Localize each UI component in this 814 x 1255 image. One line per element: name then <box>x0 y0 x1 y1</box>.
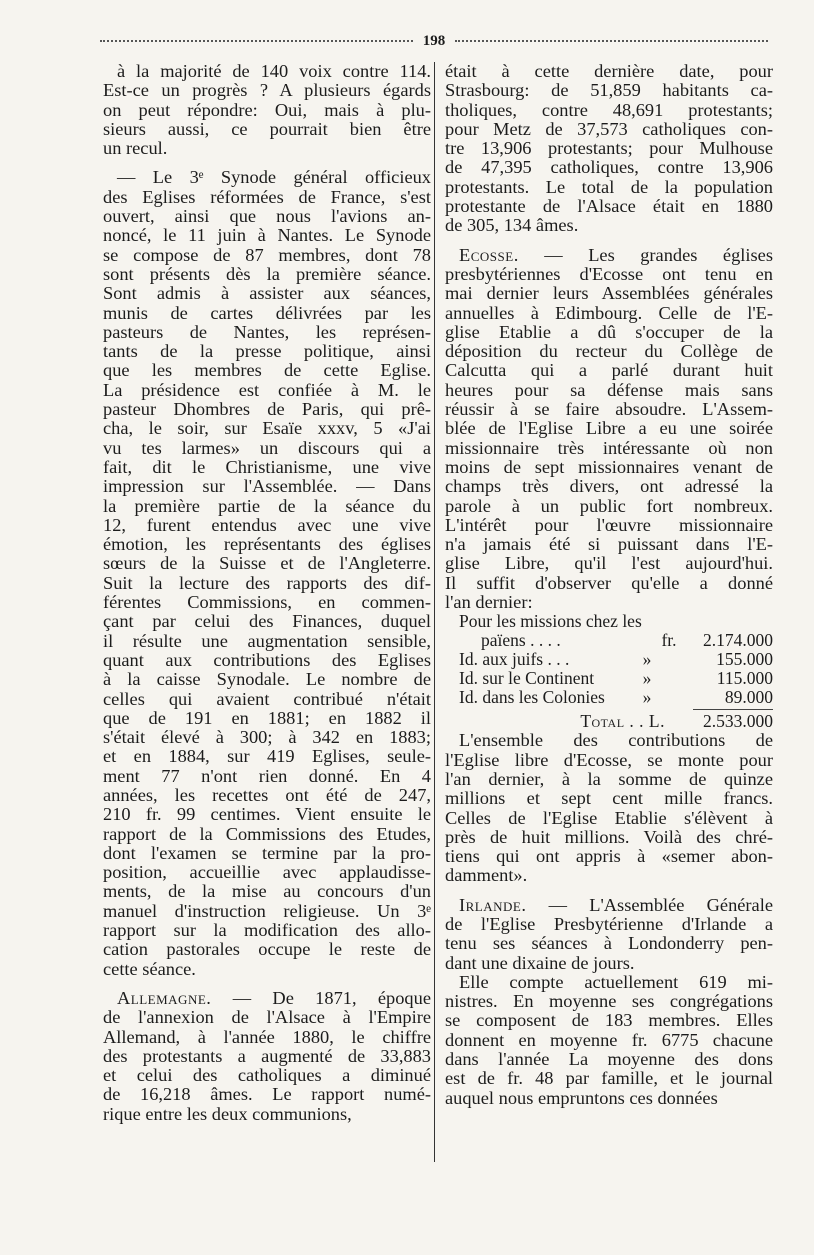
table-cell-mid: fr. <box>661 630 677 651</box>
table-cell-value: 2.174.000 <box>703 630 773 651</box>
line-text: de 305, 134 âmes. <box>445 216 579 236</box>
text-line <box>445 934 773 953</box>
text-line <box>445 731 773 750</box>
line-text: réussir à se faire absoudre. L'Assem- <box>445 400 773 420</box>
line-text: que les membres de cette Eglise. <box>103 361 431 381</box>
text-line <box>103 323 431 342</box>
line-text: heures pour sa défense mais sans <box>445 380 773 400</box>
line-text: glise Etablie a dû s'occuper de la <box>445 322 773 342</box>
text-line <box>445 120 773 139</box>
line-text: cation pastorales occupe le reste de <box>103 940 431 960</box>
text-line <box>103 497 431 516</box>
text-line <box>445 178 773 197</box>
text-line <box>103 690 431 709</box>
line-text: on peut répondre: Oui, mais à plu- <box>103 100 431 120</box>
line-text: dont l'examen se termine par la pro- <box>103 843 431 863</box>
text-line <box>445 81 773 100</box>
line-text: donnent en moyenne fr. 6775 chacune <box>445 1030 773 1050</box>
text-line <box>103 767 431 786</box>
table-cell-value: 89.000 <box>724 687 773 708</box>
line-text: mai dernier leurs Assemblées générales <box>445 284 773 304</box>
header-rule-right <box>455 40 768 42</box>
column-divider <box>434 62 435 1162</box>
line-text: millions et sept cent mille francs. <box>445 789 773 809</box>
line-text: auquel nous empruntons ces données <box>445 1088 718 1108</box>
total-label: Total . . L. <box>580 711 665 732</box>
line-text: de l'Eglise Presbytérienne d'Irlande a <box>445 914 773 934</box>
text-line <box>103 400 431 419</box>
table-cell-label: Id. aux juifs . . . <box>459 649 570 670</box>
line-text: — Le 3ᵉ Synode général officieux <box>117 168 431 188</box>
text-line <box>103 574 431 593</box>
text-line <box>445 896 773 915</box>
line-text: tholiques, contre 48,691 protestants; <box>445 100 773 120</box>
line-text: ment 77 n'ont rien donné. En 4 <box>103 766 431 786</box>
paragraph-strasbourg <box>445 62 773 236</box>
table-cell-label: païens . . . . <box>481 630 561 651</box>
section-heading: Ecosse. <box>459 245 519 265</box>
text-line <box>445 158 773 177</box>
line-text: blée de l'Eglise Libre a eu une soirée <box>445 419 773 439</box>
line-text: Allemand, à l'année 1880, le chiffre <box>103 1027 431 1047</box>
text-line <box>445 992 773 1011</box>
line-text: L'ensemble des contributions de <box>459 731 773 751</box>
line-text: nistres. En moyenne ses congrégations <box>445 992 773 1012</box>
line-text: fait, dit le Christianisme, une vive <box>103 457 431 477</box>
text-line <box>103 439 431 458</box>
header-rule-left <box>100 40 413 42</box>
line-text: L'intérêt pour l'œuvre missionnaire <box>445 515 773 535</box>
text-line <box>103 728 431 747</box>
line-text: déposition du recteur du Collège de <box>445 342 773 362</box>
line-text: protestante de l'Alsace était en 1880 <box>445 197 773 217</box>
line-text: protestants. Le total de la population <box>445 177 773 197</box>
text-line <box>445 1089 773 1108</box>
text-line <box>103 535 431 554</box>
text-line <box>103 882 431 901</box>
line-text: noncé, le 11 juin à Nantes. Le Synode <box>103 226 431 246</box>
text-line <box>103 101 431 120</box>
text-line <box>445 1050 773 1069</box>
text-line <box>103 139 431 158</box>
line-text: de l'annexion de l'Alsace à l'Empire <box>103 1008 431 1028</box>
text-line <box>445 246 773 265</box>
line-text: tre 13,906 protestants; pour Mulhouse <box>445 139 773 159</box>
table-cell-mid: » <box>642 649 652 670</box>
table-intro-text: Pour les missions chez les <box>459 611 642 632</box>
paragraph-irlande <box>445 896 773 973</box>
table-row <box>459 669 773 688</box>
text-line <box>103 863 431 882</box>
right-column <box>445 62 773 1108</box>
text-line <box>445 751 773 770</box>
total-rule <box>693 709 773 710</box>
line-text: pasteur Dhombres de Paris, qui prê- <box>103 400 431 420</box>
text-line <box>445 535 773 554</box>
line-text: 210 fr. 99 centimes. Vient ensuite le <box>103 805 431 825</box>
line-text: n'a jamais été si puissant dans l'E- <box>445 535 773 555</box>
line-text: Il suffit d'observer qu'elle a donné <box>445 573 773 593</box>
text-line <box>445 954 773 973</box>
line-text: pasteurs de Nantes, les représen- <box>103 322 431 342</box>
text-line <box>445 847 773 866</box>
table-row <box>459 631 773 650</box>
table-intro <box>459 612 773 631</box>
line-text: était à cette dernière date, pour <box>445 62 773 81</box>
line-text: Elle compte actuellement 619 mi- <box>459 972 773 992</box>
text-line <box>103 477 431 496</box>
paragraph-majorite <box>103 62 431 158</box>
line-text: annuelles à Edimbourg. Celle de l'E- <box>445 303 773 323</box>
line-text: position, accueillie avec applaudisse- <box>103 863 431 883</box>
page-header <box>100 30 768 52</box>
text-line <box>445 304 773 323</box>
text-line <box>103 844 431 863</box>
line-text: — De 1871, époque <box>232 988 431 1008</box>
text-line <box>103 419 431 438</box>
text-line <box>445 828 773 847</box>
line-text: et en 1884, sur 419 Eglises, seule- <box>103 747 431 767</box>
line-text: sieurs aussi, ce pourrait bien être <box>103 119 431 139</box>
line-text: La présidence est confiée à M. le <box>103 380 431 400</box>
text-line <box>445 139 773 158</box>
text-line <box>103 1047 431 1066</box>
text-line <box>103 284 431 303</box>
text-line <box>103 709 431 728</box>
text-line <box>445 265 773 284</box>
text-line <box>103 246 431 265</box>
line-text: munis de cartes délivrées par les <box>103 303 431 323</box>
table-cell-label: Id. dans les Colonies <box>459 687 605 708</box>
table-cell-label: Id. sur le Continent <box>459 668 595 689</box>
line-text: et celui des catholiques a diminué <box>103 1066 431 1086</box>
line-text: Celles de l'Eglise Etablie s'élèvent à <box>445 808 773 828</box>
section-heading: Irlande. <box>459 895 527 915</box>
text-line <box>103 1085 431 1104</box>
line-text: tenu ses séances à Londonderry pen- <box>445 934 773 954</box>
text-line <box>103 554 431 573</box>
table-cell-mid: » <box>642 668 652 689</box>
line-text: à la majorité de 140 voix contre 114. <box>117 62 431 81</box>
text-line <box>103 120 431 139</box>
line-text: Sont admis à assister aux séances, <box>103 284 431 304</box>
text-line <box>445 1031 773 1050</box>
text-line <box>103 207 431 226</box>
line-text: de 47,395 catholiques, contre 13,906 <box>445 158 773 178</box>
text-line <box>445 62 773 81</box>
text-line <box>445 593 773 612</box>
line-text: quant aux contributions des Eglises <box>103 650 431 670</box>
line-text: sœurs de la Suisse et de l'Angleterre. <box>103 554 431 574</box>
section-heading: Allemagne. <box>117 988 212 1008</box>
text-line <box>103 940 431 959</box>
line-text: — L'Assemblée Générale <box>548 895 773 915</box>
text-line <box>103 786 431 805</box>
text-line <box>445 381 773 400</box>
line-text: l'Eglise libre d'Ecosse, se monte pour <box>445 750 773 770</box>
text-line <box>103 651 431 670</box>
line-text: vu tes larmes» un discours qui a <box>103 438 431 458</box>
text-line <box>103 226 431 245</box>
text-line <box>445 477 773 496</box>
text-line <box>445 497 773 516</box>
text-line <box>445 1011 773 1030</box>
text-line <box>103 670 431 689</box>
text-line <box>103 265 431 284</box>
text-line <box>103 612 431 631</box>
text-line <box>103 989 431 1008</box>
line-text: l'an dernier, à la somme de quinze <box>445 769 773 789</box>
text-line <box>445 770 773 789</box>
line-text: années, les recettes ont été de 247, <box>103 785 431 805</box>
text-line <box>103 361 431 380</box>
text-line <box>445 284 773 303</box>
line-text: des Eglises réformées de France, s'est <box>103 187 431 207</box>
line-text: champs très divers, ont adressé la <box>445 477 773 497</box>
line-text: pour Metz de 37,573 catholiques con- <box>445 119 773 139</box>
text-line <box>103 632 431 651</box>
line-text: est de fr. 48 par famille, et le journal <box>445 1069 773 1089</box>
text-line <box>103 805 431 824</box>
line-text: Strasbourg: de 51,859 habitants ca- <box>445 81 773 101</box>
text-line <box>103 81 431 100</box>
left-column <box>103 62 431 1124</box>
page-number: 198 <box>422 32 446 49</box>
line-text: se composent de 183 membres. Elles <box>445 1011 773 1031</box>
line-text: il résulte une augmentation sensible, <box>103 631 431 651</box>
line-text: Suit la lecture des rapports des dif- <box>103 573 431 593</box>
paragraph-allemagne <box>103 989 431 1124</box>
line-text: Calcutta qui a parlé durant huit <box>445 361 773 381</box>
line-text: moins de sept missionnaires venant de <box>445 457 773 477</box>
text-line <box>445 400 773 419</box>
text-line <box>445 973 773 992</box>
line-text: à la caisse Synodale. Le nombre de <box>103 670 431 690</box>
text-line <box>103 902 431 921</box>
line-text: de 16,218 âmes. Le rapport numé- <box>103 1085 431 1105</box>
text-line <box>445 342 773 361</box>
line-text: missionnaire très intéressante où non <box>445 438 773 458</box>
line-text: tiens qui ont appris à «semer abon- <box>445 847 773 867</box>
text-line <box>445 574 773 593</box>
paragraph-synode <box>103 168 431 978</box>
text-line <box>445 516 773 535</box>
text-line <box>103 593 431 612</box>
line-text: presbytériennes d'Ecosse ont tenu en <box>445 264 773 284</box>
line-text: férentes Commissions, en commen- <box>103 593 431 613</box>
line-text: manuel d'instruction religieuse. Un 3ᵉ <box>103 901 431 921</box>
line-text: celles qui avaient contribué n'était <box>103 689 431 709</box>
text-line <box>103 1008 431 1027</box>
text-line <box>103 825 431 844</box>
line-text: rapport sur la modification des allo- <box>103 921 431 941</box>
line-text: sont présents dès la première séance. <box>103 264 431 284</box>
line-text: un recul. <box>103 139 168 159</box>
text-line <box>445 554 773 573</box>
line-text: 12, furent entendus avec une vive <box>103 515 431 535</box>
line-text: parole à un public fort nombreux. <box>445 496 773 516</box>
text-line <box>103 168 431 187</box>
text-line <box>445 361 773 380</box>
line-text: — Les grandes églises <box>544 245 773 265</box>
text-line <box>445 419 773 438</box>
line-text: dans l'année La moyenne des dons <box>445 1050 773 1070</box>
text-line <box>103 960 431 979</box>
line-text: glise Libre, qu'il l'est aujourd'hui. <box>445 554 773 574</box>
text-line <box>103 458 431 477</box>
table-row <box>459 650 773 669</box>
text-line <box>445 439 773 458</box>
line-text: impression sur l'Assemblée. — Dans <box>103 477 431 497</box>
line-text: ouvert, ainsi que nous l'avions an- <box>103 207 431 227</box>
line-text: tants de la presse politique, ainsi <box>103 342 431 362</box>
line-text: des protestants a augmenté de 33,883 <box>103 1046 431 1066</box>
paragraph-ministres <box>445 973 773 1108</box>
text-line <box>445 458 773 477</box>
line-text: émotion, les représentants des églises <box>103 535 431 555</box>
text-line <box>445 323 773 342</box>
text-line <box>103 747 431 766</box>
text-line <box>445 915 773 934</box>
text-line <box>445 866 773 885</box>
text-line <box>103 1105 431 1124</box>
table-row <box>459 688 773 707</box>
text-line <box>103 921 431 940</box>
text-line <box>445 216 773 235</box>
line-text: damment». <box>445 866 528 886</box>
line-text: l'an dernier: <box>445 593 533 613</box>
text-line <box>103 381 431 400</box>
text-line <box>445 1069 773 1088</box>
line-text: rique entre les deux communions, <box>103 1104 352 1124</box>
text-line <box>103 342 431 361</box>
text-line <box>445 809 773 828</box>
line-text: cette séance. <box>103 959 196 979</box>
paragraph-ensemble <box>445 731 773 885</box>
line-text: la première partie de la séance du <box>103 496 431 516</box>
line-text: rapport de la Commissions des Etudes, <box>103 824 431 844</box>
table-cell-mid: » <box>642 687 652 708</box>
line-text: que de 191 en 1881; en 1882 il <box>103 708 431 728</box>
text-line <box>103 516 431 535</box>
line-text: dant une dixaine de jours. <box>445 953 635 973</box>
line-text: Est-ce un progrès ? A plusieurs égards <box>103 81 431 101</box>
line-text: cha, le soir, sur Esaïe xxxv, 5 «J'ai <box>103 419 431 439</box>
text-line <box>445 197 773 216</box>
text-line <box>103 188 431 207</box>
table-cell-value: 155.000 <box>716 649 773 670</box>
text-line <box>103 304 431 323</box>
table-cell-value: 115.000 <box>716 668 773 689</box>
text-line <box>445 789 773 808</box>
line-text: ments, de la mise au concours d'un <box>103 882 431 902</box>
missions-table <box>459 612 773 731</box>
table-total-row <box>459 712 773 731</box>
total-value: 2.533.000 <box>703 711 773 732</box>
paragraph-ecosse <box>445 246 773 613</box>
text-line <box>103 1028 431 1047</box>
line-text: près de huit millions. Voilà des chré- <box>445 827 773 847</box>
line-text: s'était élevé à 300; à 342 en 1883; <box>103 728 431 748</box>
line-text: çant par celui des Finances, duquel <box>103 612 431 632</box>
text-line <box>445 101 773 120</box>
text-line <box>103 1066 431 1085</box>
text-line <box>103 62 431 81</box>
line-text: se compose de 87 membres, dont 78 <box>103 245 431 265</box>
